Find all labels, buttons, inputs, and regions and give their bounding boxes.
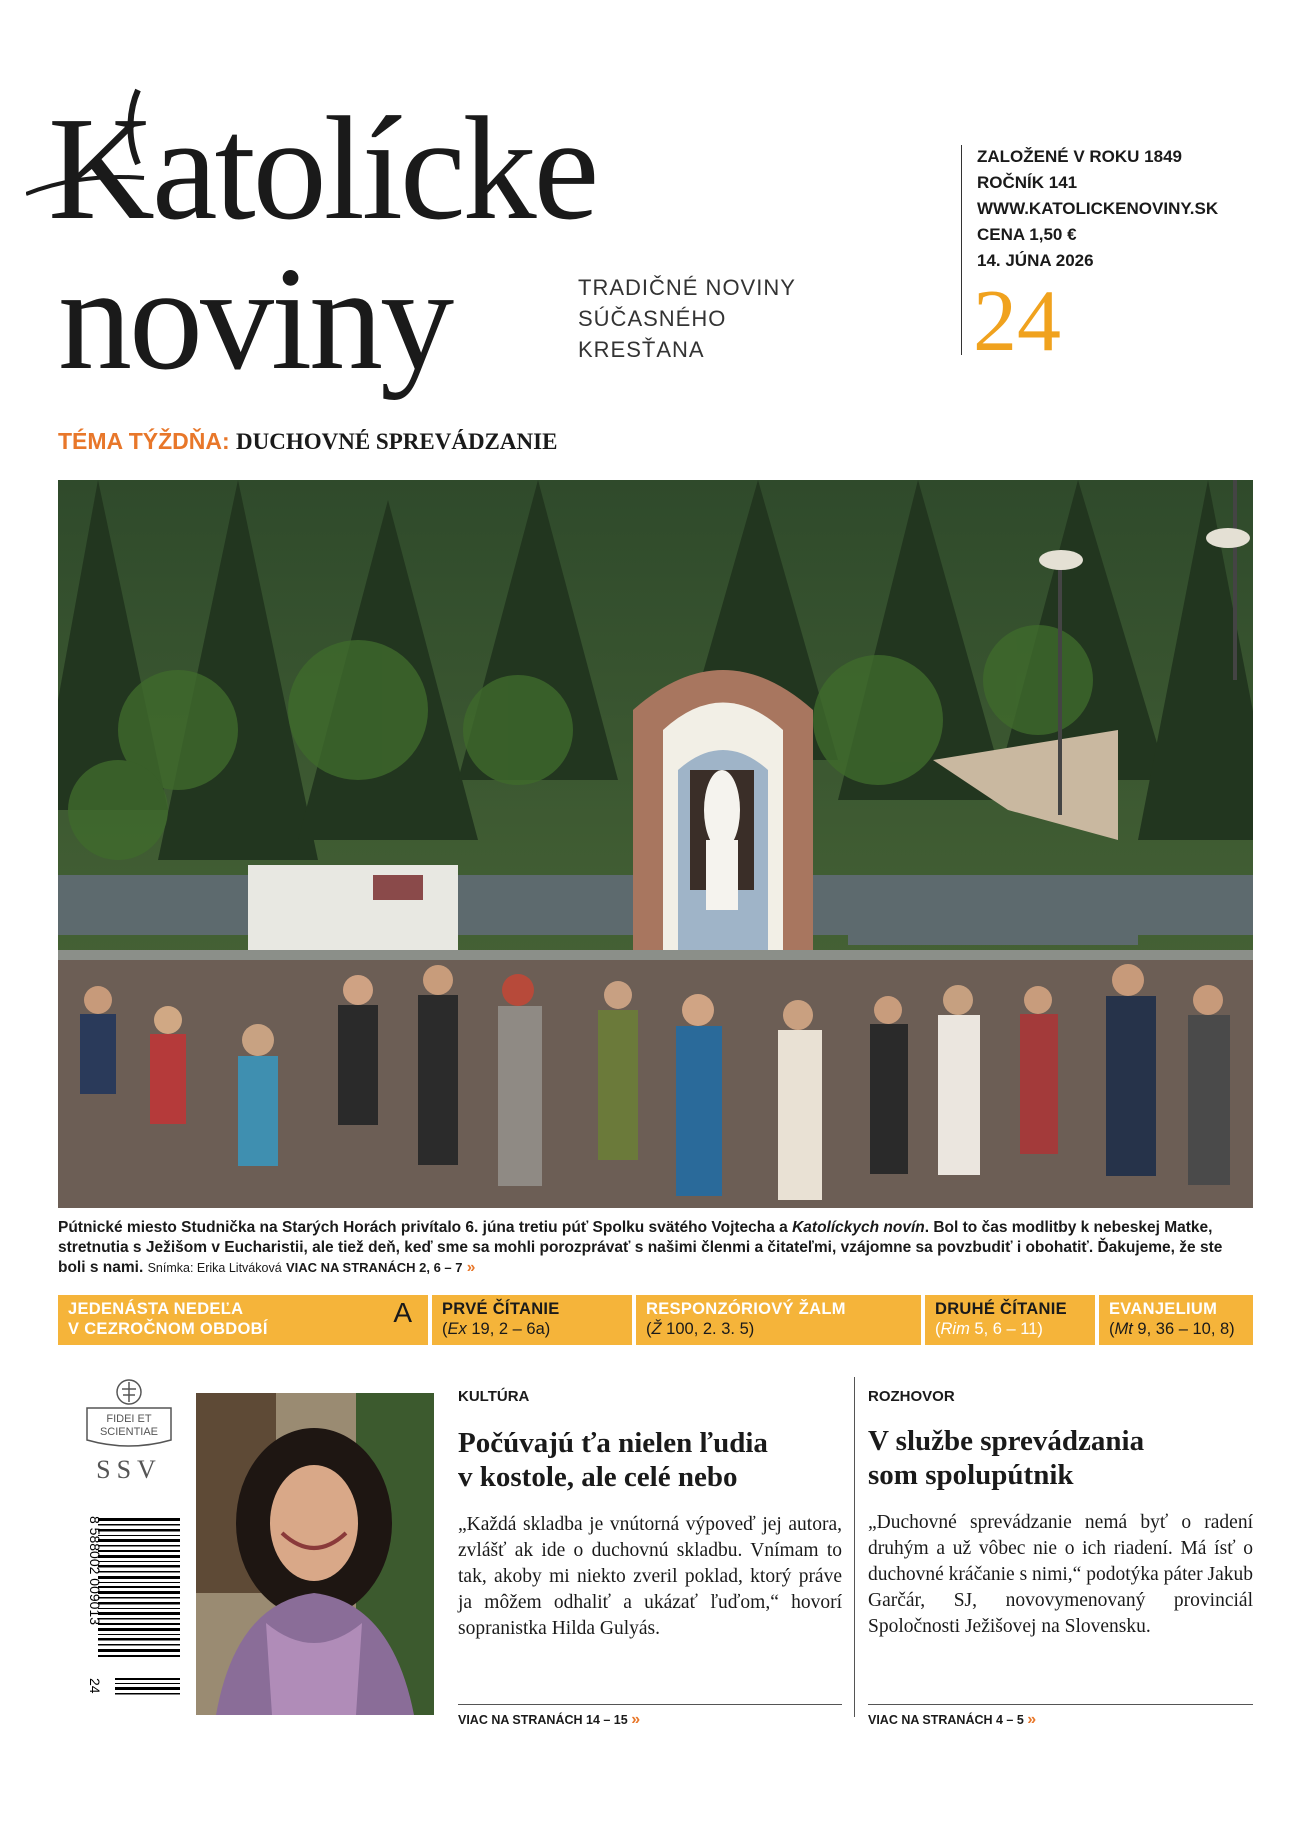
tagline-line: KRESŤANA: [578, 337, 705, 362]
liturgical-cycle: A: [393, 1297, 412, 1328]
founded-text: ZALOŽENÉ V ROKU 1849: [977, 147, 1182, 166]
barcode: [70, 1498, 185, 1713]
theme-value: DUCHOVNÉ SPREVÁDZANIE: [236, 429, 558, 454]
reading-ref: 9, 36 – 10, 8: [1132, 1320, 1230, 1338]
liturgy-reading: RESPONZÓRIOVÝ ŽALM (Ž 100, 2. 3. 5): [636, 1295, 921, 1345]
masthead-divider: [961, 145, 962, 355]
article-section: ROZHOVOR: [868, 1388, 955, 1405]
logo-text: FIDEI ET: [106, 1413, 152, 1425]
theme-of-week: [58, 428, 557, 455]
masthead-info: [977, 144, 1218, 274]
article-more-link[interactable]: [868, 1711, 1036, 1729]
date-text: 14. JÚNA 2026: [977, 251, 1094, 270]
website-link[interactable]: WWW.KATOLICKENOVINY.SK: [977, 199, 1219, 218]
double-arrow-icon: »: [1027, 1711, 1037, 1728]
reading-book: Rim: [940, 1320, 970, 1338]
theme-label: TÉMA TÝŽDŇA:: [58, 428, 230, 454]
logo-text: SCIENTIAE: [99, 1426, 159, 1438]
cover-photo: [58, 480, 1253, 1208]
masthead-tagline: [578, 272, 796, 365]
article-body: „Každá skladba je vnútorná výpoveď jej autora, zvlášť ak ide o duchovnú skladbu. Vnímam to tak, akoby mi niekto zveril poklad, ktorý práve ja môžem odhaliť a ukázať ľuďom,“ hovorí sopranistka Hilda Gulyás.: [458, 1514, 842, 1639]
column-divider: [854, 1377, 855, 1717]
article-more-link[interactable]: [458, 1711, 640, 1729]
headline-line: Počúvajú ťa nielen ľudia: [458, 1427, 768, 1459]
more-label: VIAC NA STRANÁCH 14 – 15: [458, 1713, 628, 1727]
logo-abbr: SSV: [96, 1455, 162, 1484]
sunday-line: V CEZROČNOM OBDOBÍ: [68, 1320, 268, 1338]
masthead-title-line1: Katolícke: [48, 87, 597, 251]
reading-title: RESPONZÓRIOVÝ ŽALM: [646, 1300, 846, 1318]
caption-italic: Katolíckych novín: [792, 1219, 925, 1236]
double-arrow-icon: »: [466, 1259, 476, 1276]
caption-text: . Bol to čas modlitby k nebeskej Matke, stretnutia s Ježišom v Eucharistii, ale tiež deň, keď sme sa mohli porozprávať s našimi členmi a čitateľmi, vzájomne sa povzbudiť i obohatiť. Ďakujeme, že ste boli s nami.: [58, 1219, 1223, 1276]
article-headline[interactable]: [868, 1424, 1253, 1492]
volume-text: ROČNÍK 141: [977, 173, 1078, 192]
ssv-logo: [82, 1378, 176, 1493]
issue-number: 24: [973, 273, 1061, 370]
headline-line: som spolupútnik: [868, 1459, 1074, 1491]
barcode-number: 8 588002 009013: [87, 1516, 103, 1625]
tagline-line: SÚČASNÉHO: [578, 306, 727, 331]
reading-title: EVANJELIUM: [1109, 1300, 1218, 1318]
liturgy-reading: PRVÉ ČÍTANIE (Ex 19, 2 – 6a): [432, 1295, 632, 1345]
reading-ref: 100, 2. 3. 5: [661, 1320, 749, 1338]
caption-more-link[interactable]: VIAC NA STRANÁCH 2, 6 – 7: [285, 1260, 463, 1275]
reading-book: Ex: [447, 1320, 467, 1338]
article-section: KULTÚRA: [458, 1388, 530, 1405]
double-arrow-icon: »: [631, 1711, 641, 1728]
article-body: „Duchovné sprevádzanie nemá byť o radení druhým a už vôbec nie o ich riadení. Má ísť o duchovné kráčanie s nimi,“ podotýka páter Jakub Garčár, SJ, novovymenovaný provinciál Spoločnosti Ježišovej na Slovensku.: [868, 1512, 1254, 1637]
reading-ref: 5, 6 – 11: [969, 1320, 1038, 1338]
reading-title: DRUHÉ ČÍTANIE: [935, 1300, 1067, 1318]
tagline-line: TRADIČNÉ NOVINY: [578, 275, 796, 300]
liturgy-sunday: [58, 1295, 428, 1345]
headline-line: v kostole, ale celé nebo: [458, 1461, 738, 1493]
liturgy-reading: EVANJELIUM (Mt 9, 36 – 10, 8): [1099, 1295, 1253, 1345]
reading-book: Ž: [651, 1320, 662, 1338]
divider: [868, 1704, 1253, 1705]
more-label: VIAC NA STRANÁCH 4 – 5: [868, 1713, 1024, 1727]
reading-book: Mt: [1114, 1320, 1133, 1338]
article-headline[interactable]: [458, 1426, 838, 1494]
price-text: CENA 1,50 €: [977, 225, 1077, 244]
portrait-photo: [196, 1393, 434, 1715]
reading-ref: 19, 2 – 6a: [466, 1320, 545, 1338]
photo-credit: Snímka: Erika Litváková: [147, 1261, 282, 1275]
headline-line: V službe sprevádzania: [868, 1425, 1145, 1457]
divider: [458, 1704, 842, 1705]
caption-text: Pútnické miesto Studnička na Starých Horách privítalo 6. júna tretiu púť Spolku svätého Vojtecha a: [58, 1219, 793, 1236]
reading-title: PRVÉ ČÍTANIE: [442, 1300, 560, 1318]
sunday-line: JEDENÁSTA NEDEĽA: [68, 1300, 244, 1318]
barcode-addon: 24: [87, 1678, 103, 1694]
masthead-title-line2: noviny: [58, 237, 452, 401]
photo-caption: [58, 1218, 1253, 1278]
liturgy-reading: DRUHÉ ČÍTANIE (Rim 5, 6 – 11): [925, 1295, 1095, 1345]
